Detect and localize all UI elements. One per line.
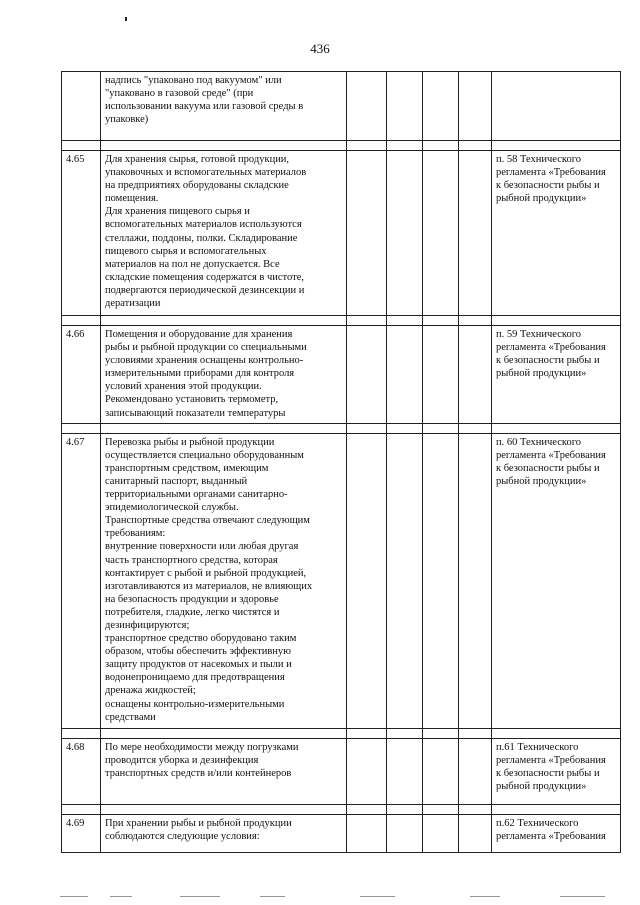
row-separator (62, 423, 621, 433)
scan-speck (125, 17, 127, 21)
empty-cell (387, 814, 423, 852)
regulation-reference: п. 58 Технического регламента «Требования к безопасности рыбы и рыбной продукции» (492, 151, 621, 316)
empty-cell (387, 433, 423, 728)
empty-cell (459, 72, 492, 141)
regulation-reference: п. 60 Технического регламента «Требования к безопасности рыбы и рыбной продукции» (492, 433, 621, 728)
page-number: 436 (310, 41, 330, 56)
regulation-reference (492, 72, 621, 141)
row-number: 4.68 (62, 738, 101, 804)
row-number: 4.65 (62, 151, 101, 316)
row-separator (62, 316, 621, 326)
table-row (62, 433, 621, 728)
requirement-text: надпись "упаковано под вакуумом" или "упаковано в газовой среде" (при использовании вакуума или газовой среды в упаковке) (101, 72, 347, 141)
empty-cell (423, 326, 459, 424)
table-row (62, 814, 621, 852)
row-separator (62, 141, 621, 151)
empty-cell (347, 151, 387, 316)
requirement-text: Для хранения сырья, готовой продукции, упаковочных и вспомогательных материалов на предприятиях оборудованы складские помещения. Для хранения пищевого сырья и вспомогательных материалов используются стеллажи, поддоны, полки. Складирование пищевого сырья и вспомогательных материалов на пол не допускается. Все складские помещения содержатся в чистоте, подвергаются периодической дезинсекции и дератизации (101, 151, 347, 316)
empty-cell (387, 326, 423, 424)
row-number: 4.66 (62, 326, 101, 424)
empty-cell (387, 738, 423, 804)
empty-cell (387, 72, 423, 141)
empty-cell (459, 814, 492, 852)
table-row (62, 72, 621, 141)
regulation-reference: п. 59 Технического регламента «Требования к безопасности рыбы и рыбной продукции» (492, 326, 621, 424)
empty-cell (459, 151, 492, 316)
table-row (62, 738, 621, 804)
empty-cell (423, 151, 459, 316)
table-row (62, 326, 621, 424)
empty-cell (423, 433, 459, 728)
row-number: 4.69 (62, 814, 101, 852)
empty-cell (423, 72, 459, 141)
row-separator (62, 804, 621, 814)
scan-edge-marks (60, 896, 620, 899)
row-number: 4.67 (62, 433, 101, 728)
empty-cell (459, 326, 492, 424)
empty-cell (459, 738, 492, 804)
requirement-text: Помещения и оборудование для хранения рыбы и рыбной продукции со специальными условиями хранения оснащены контрольно- измерительными приборами для контроля условий хранения этой продукции. Рекомендовано установить термометр, записывающий показатели температуры (101, 326, 347, 424)
table-row (62, 151, 621, 316)
empty-cell (347, 814, 387, 852)
empty-cell (423, 814, 459, 852)
row-number (62, 72, 101, 141)
empty-cell (347, 326, 387, 424)
empty-cell (387, 151, 423, 316)
regulation-reference: п.61 Технического регламента «Требования к безопасности рыбы и рыбной продукции» (492, 738, 621, 804)
empty-cell (423, 738, 459, 804)
requirements-table (61, 71, 621, 853)
empty-cell (347, 433, 387, 728)
requirement-text: При хранении рыбы и рыбной продукции соблюдаются следующие условия: (101, 814, 347, 852)
row-separator (62, 728, 621, 738)
empty-cell (347, 738, 387, 804)
requirement-text: Перевозка рыбы и рыбной продукции осуществляется специально оборудованным транспортным средством, имеющим санитарный паспорт, выданный территориальными органами санитарно- эпидемиологической службы. Транспортные средства отвечают следующим требованиям: внутренние поверхности или любая другая часть транспортного средства, которая контактирует с рыбой и рыбной продукцией, изготавливаются из материалов, не влияющих на безопасность продукции и здоровье потребителя, гладкие, легко чистятся и дезинфицируются; транспортное средство оборудовано таким образом, чтобы обеспечить эффективную защиту продуктов от насекомых и пыли и водонепроницаемо для предотвращения дренажа жидкостей; оснащены контрольно-измерительными средствами (101, 433, 347, 728)
empty-cell (347, 72, 387, 141)
requirement-text: По мере необходимости между погрузками проводится уборка и дезинфекция транспортных средств и/или контейнеров (101, 738, 347, 804)
empty-cell (459, 433, 492, 728)
regulation-reference: п.62 Технического регламента «Требования (492, 814, 621, 852)
